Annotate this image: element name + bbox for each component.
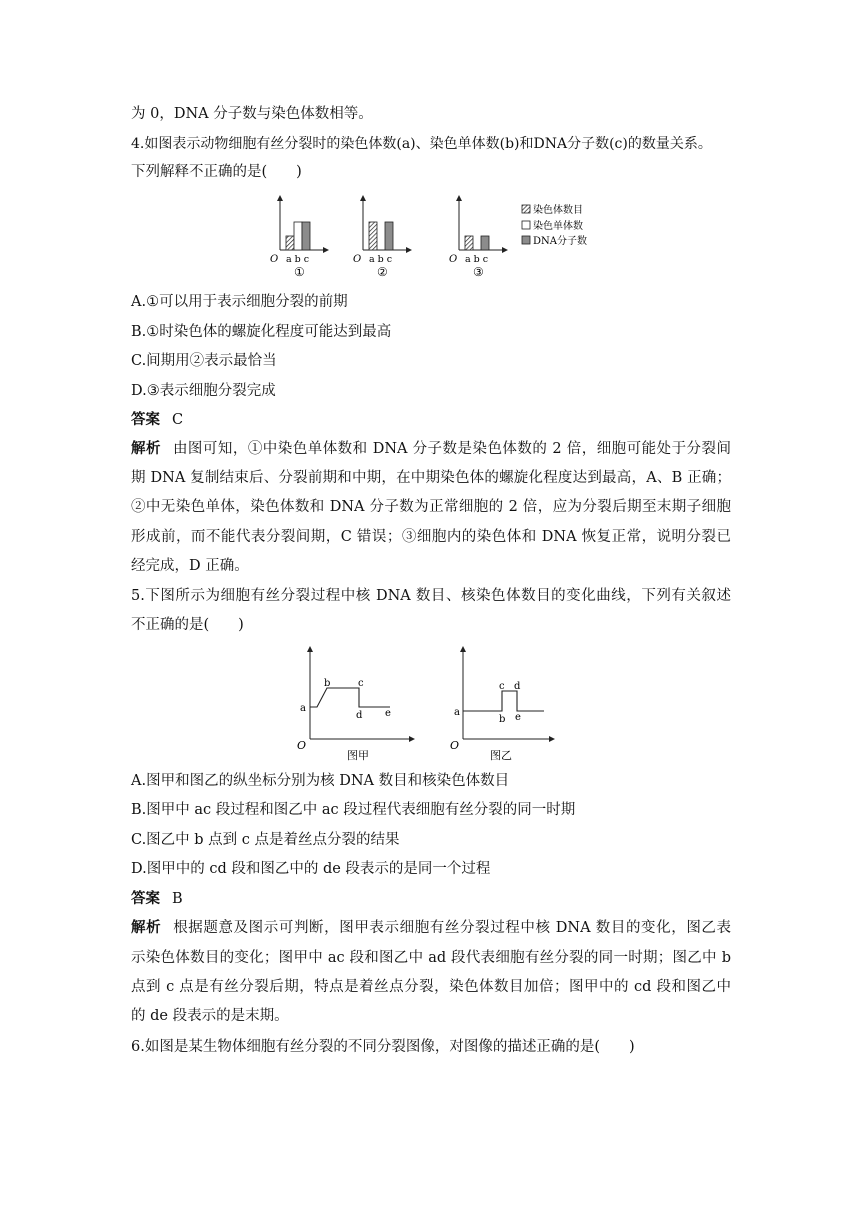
legend-label: 染色单体数 [533, 221, 583, 232]
point-label-c: c [358, 678, 364, 689]
option-d: D.图甲中的 cd 段和图乙中的 de 段表示的是同一个过程 [131, 861, 491, 877]
explanation-2-line: 点到 c 点是有丝分裂后期，特点是着丝点分裂，染色体数目加倍；图甲中的 cd 段和图乙中 [131, 979, 731, 995]
option-a: A.①可以用于表示细胞分裂的前期 [131, 294, 348, 310]
answer-label: 答案 [131, 411, 160, 428]
explanation-2-line: 示染色体数目的变化；图甲中 ac 段和图乙中 ad 段代表细胞有丝分裂的同一时期；图乙中 b [131, 950, 731, 966]
bar-a [286, 236, 294, 250]
chart-legend [522, 203, 587, 247]
explanation-1-line: ②中无染色单体，染色体数和 DNA 分子数为正常细胞的 2 倍，应为分裂后期至末期子细胞 [131, 499, 731, 515]
text-line: 为 0，DNA 分子数与染色体数相等。 [131, 106, 373, 122]
origin-label: O [353, 254, 362, 265]
legend-swatch-dna [522, 236, 530, 244]
point-label-a: a [300, 703, 306, 714]
answer-value: C [172, 412, 184, 428]
explanation-2-line [131, 918, 731, 938]
question-6-stem: 6.如图是某生物体细胞有丝分裂的不同分裂图像，对图像的描述正确的是( ) [131, 1039, 635, 1055]
option-c: C.图乙中 b 点到 c 点是着丝点分裂的结果 [131, 832, 400, 848]
dna-curve [310, 688, 390, 707]
answer-label: 答案 [131, 890, 160, 907]
figure-line-graphs [290, 645, 560, 763]
legend-label: DNA分子数 [533, 236, 587, 247]
explanation-1-line [131, 439, 731, 459]
origin-label: O [270, 254, 279, 265]
bar-c [302, 222, 310, 250]
question-5-stem-cont: 不正确的是( ) [131, 617, 244, 633]
question-4-stem: 4.如图表示动物细胞有丝分裂时的染色体数(a)、染色单体数(b)和DNA分子数(c)的数量关系。 [131, 136, 712, 152]
origin-label: O [449, 254, 458, 265]
point-label-c: c [499, 681, 505, 692]
bar-a [465, 236, 473, 250]
explanation-2-line: 的 de 段表示的是末期。 [131, 1008, 289, 1024]
bar-chart-panel [270, 198, 326, 279]
bar-chart-panel [353, 198, 409, 279]
graph-title: 图乙 [490, 749, 512, 762]
bar-letters: a b c [286, 254, 310, 265]
question-4-stem-cont: 下列解释不正确的是( ) [131, 164, 302, 180]
question-5-stem: 5.下图所示为细胞有丝分裂过程中核 DNA 数目、核染色体数目的变化曲线，下列有关叙述 [131, 588, 731, 604]
bar-c [385, 222, 393, 250]
point-label-b: b [499, 714, 506, 725]
point-label-e: e [385, 708, 391, 719]
panel-number: ③ [473, 265, 484, 279]
answer-2 [131, 889, 183, 909]
explanation-text: 根据题意及图示可判断，图甲表示细胞有丝分裂过程中核 DNA 数目的变化，图乙表 [173, 920, 732, 936]
origin-label: O [297, 739, 307, 752]
figure-bar-charts [260, 192, 620, 284]
point-label-b: b [324, 678, 331, 689]
bar-a [369, 222, 377, 250]
graph-title: 图甲 [347, 749, 369, 762]
graph-yi [450, 649, 552, 762]
legend-label: 染色体数目 [533, 205, 583, 216]
option-d: D.③表示细胞分裂完成 [131, 383, 276, 399]
answer-value: B [172, 891, 183, 907]
bar-letters: a b c [369, 254, 393, 265]
explanation-1-line: 期 DNA 复制结束后、分裂前期和中期，在中期染色体的螺旋化程度达到最高，A、B 正确； [131, 470, 731, 486]
legend-swatch-chromosome [522, 205, 530, 213]
origin-label: O [450, 739, 460, 752]
option-b: B.图甲中 ac 段过程和图乙中 ac 段过程代表细胞有丝分裂的同一时期 [131, 802, 576, 818]
point-label-e: e [515, 712, 521, 723]
bar-b [294, 222, 302, 250]
explanation-1-line: 经完成，D 正确。 [131, 558, 249, 574]
bar-letters: a b c [465, 254, 489, 265]
explanation-label: 解析 [131, 919, 162, 936]
bar-chart-panel [449, 198, 505, 279]
panel-number: ② [377, 265, 388, 279]
answer-1 [131, 410, 183, 430]
legend-swatch-chromatid [522, 221, 530, 229]
option-c: C.间期用②表示最恰当 [131, 353, 277, 369]
bar-c [481, 236, 489, 250]
point-label-d: d [514, 681, 521, 692]
explanation-1-line: 形成前，而不能代表分裂间期，C 错误；③细胞内的染色体和 DNA 恢复正常，说明分裂已 [131, 529, 731, 545]
point-label-d: d [356, 710, 363, 721]
option-a: A.图甲和图乙的纵坐标分别为核 DNA 数目和核染色体数目 [131, 773, 510, 789]
explanation-text: 由图可知，①中染色单体数和 DNA 分子数是染色体数的 2 倍，细胞可能处于分裂间 [172, 441, 731, 457]
option-b: B.①时染色体的螺旋化程度可能达到最高 [131, 324, 392, 340]
graph-jia [297, 649, 412, 762]
chromosome-curve [463, 691, 544, 711]
point-label-a: a [454, 707, 460, 718]
explanation-label: 解析 [131, 440, 161, 457]
panel-number: ① [294, 265, 305, 279]
